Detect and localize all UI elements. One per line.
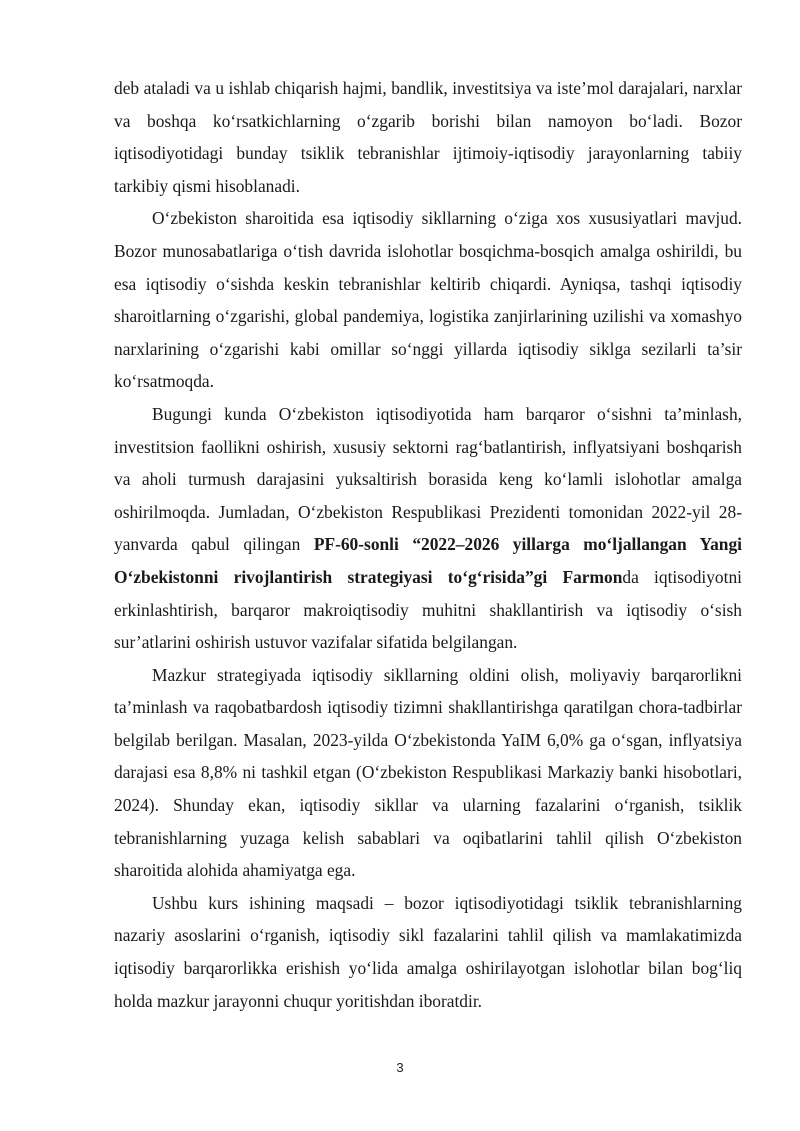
paragraph [114,887,742,1017]
text-run: deb ataladi va u ishlab chiqarish hajmi, bandlik, investitsiya va iste’mol darajalari, narxlar va boshqa ko‘rsatkichlarning o‘zgarib borishi bilan namoyon bo‘ladi. Bozor iqtisodiyotidagi bunday tsiklik tebranishlar ijtimoiy-iqtisodiy jarayonlarning tabiiy tarkibiy qismi hisoblanadi. [114,78,742,196]
page-number: 3 [396,1060,404,1075]
body-text [114,72,742,1017]
paragraph [114,659,742,887]
bold-text: PF-60-sonli “2022–2026 yillarga mo‘ljallangan Yangi O‘zbekistonni rivojlantirish strategiyasi to‘g‘risida”gi Farmon [114,534,743,587]
text-run: Ushbu kurs ishining maqsadi – bozor iqtisodiyotidagi tsiklik tebranishlarning nazariy asoslarini o‘rganish, iqtisodiy sikl fazalarini tahlil qilish va mamlakatimizda iqtisodiy barqarorlikka erishish yo‘lida amalga oshirilayotgan islohotlar bilan bog‘liq holda mazkur jarayonni chuqur yoritishdan iboratdir. [114,892,742,1011]
text-run: da iqtisodiyotni erkinlashtirish, barqaror makroiqtisodiy muhitni shakllantirish va iqtisodiy o‘sish sur’atlarini oshirish ustuvor vazifalar sifatida belgilangan. [114,566,742,653]
paragraph [114,202,742,398]
text-run: O‘zbekiston sharoitida esa iqtisodiy sikllarning o‘ziga xos xususiyatlari mavjud. Bozor munosabatlariga o‘tish davrida islohotlar bosqichma-bosqich amalga oshirildi, bu esa iqtisodiy o‘sishda keskin tebranishlar keltirib chiqardi. Ayniqsa, tashqi iqtisodiy sharoitlarning o‘zgarishi, global pandemiya, logistika zanjirlarining uzilishi va xomashyo narxlarining o‘zgarishi kabi omillar so‘nggi yillarda iqtisodiy siklga sezilarli ta’sir ko‘rsatmoqda. [114,208,742,392]
text-run: Mazkur strategiyada iqtisodiy sikllarning oldini olish, moliyaviy barqarorlikni ta’minlash va raqobatbardosh iqtisodiy tizimni shakllantirishga qaratilgan chora-tadbirlar belgilab berilgan. Masalan, 2023-yilda O‘zbekistonda YaIM 6,0% ga o‘sgan, inflyatsiya darajasi esa 8,8% ni tashkil etgan (O‘zbekiston Respublikasi Markaziy banki hisobotlari, 2024). Shunday ekan, iqtisodiy sikllar va ularning fazalarini o‘rganish, tsiklik tebranishlarning yuzaga kelish sabablari va oqibatlarini tahlil qilish O‘zbekiston sharoitida alohida ahamiyatga ega. [114,664,742,881]
paragraph [114,398,742,659]
text-run: Bugungi kunda O‘zbekiston iqtisodiyotida ham barqaror o‘sishni ta’minlash, investitsion faollikni oshirish, xususiy sektorni rag‘batlantirish, inflyatsiyani boshqarish va aholi turmush darajasini yuksaltirish borasida keng ko‘lamli islohotlar amalga oshirilmoqda. Jumladan, O‘zbekiston Respublikasi Prezidenti tomonidan 2022-yil 28-yanvarda qabul qilingan [114,403,742,555]
paragraph [114,72,742,202]
